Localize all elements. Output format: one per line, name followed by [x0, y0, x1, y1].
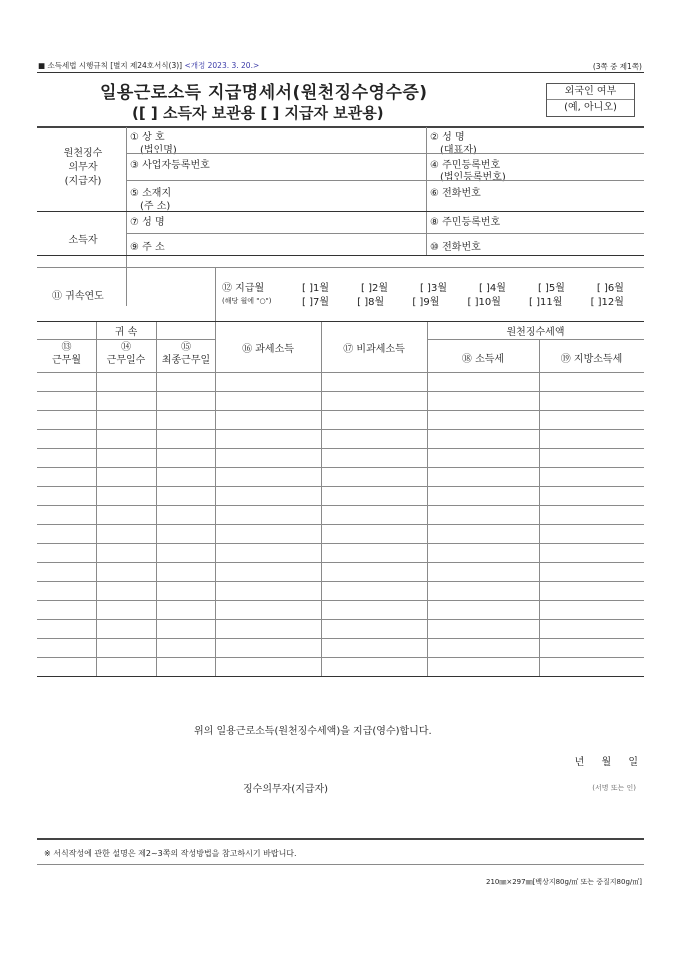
table-row[interactable]: [37, 657, 644, 658]
header-subline: [37, 339, 215, 340]
form-subtitle: ([ ] 소득자 보관용 [ ] 지급자 보관용): [132, 104, 384, 122]
col-taxable-income: ⑯ 과세소득: [242, 344, 294, 355]
field-earner-phone: ⑩ 전화번호: [430, 242, 481, 253]
table-row[interactable]: [37, 391, 644, 392]
month-checkbox[interactable]: [ ]1월: [302, 283, 330, 294]
section-divider: [37, 211, 644, 212]
withholding-agent-label: 징수의무자(지급자): [243, 784, 329, 795]
paper-spec: 210㎜×297㎜[백상지80g/㎡ 또는 중질지80g/㎡]: [485, 878, 642, 886]
row-divider: [127, 233, 644, 234]
month-checkbox[interactable]: [ ]9월: [412, 297, 440, 308]
table-row[interactable]: [37, 562, 644, 563]
field-representative-name: ② 성 명: [430, 132, 465, 143]
table-row[interactable]: [37, 638, 644, 639]
field-earner-reg-no: ⑧ 주민등록번호: [430, 217, 501, 228]
field-company-name: ① 상 호: [130, 132, 165, 143]
instruction-note: ※ 서식작성에 관한 설명은 제2~3쪽의 작성방법을 참고하시기 바랍니다.: [44, 849, 297, 858]
table-column-line: [539, 339, 540, 676]
months-row-1: [302, 279, 624, 294]
month-checkbox[interactable]: [ ]7월: [302, 297, 330, 308]
attribution-year-label: ⑪ 귀속연도: [52, 291, 104, 302]
header-subline: [427, 339, 644, 340]
col-work-days: ⑭ 근무일수: [106, 342, 146, 366]
signature-date[interactable]: 년 월 일: [574, 757, 638, 768]
field-company-name-sub: (법인명): [140, 145, 177, 156]
mid-column-divider: [426, 127, 427, 255]
month-checkbox[interactable]: [ ]8월: [357, 297, 385, 308]
col-income-tax: ⑱ 소득세: [461, 354, 505, 365]
month-checkbox[interactable]: [ ]10월: [467, 297, 501, 308]
field-representative-sub: (대표자): [440, 145, 477, 156]
foreigner-options: (예, 아니오): [564, 102, 617, 113]
table-column-line: [321, 322, 322, 676]
field-resident-reg-no: ④ 주민등록번호: [430, 160, 501, 171]
col-work-month: ⑬ 근무월: [52, 342, 81, 366]
row-divider: [127, 153, 644, 154]
col-last-work-day: ⑮ 최종근무일: [161, 342, 211, 366]
table-row[interactable]: [37, 429, 644, 430]
section-top-border: [37, 126, 644, 128]
month-checkbox[interactable]: [ ]11월: [529, 297, 563, 308]
earner-section-label: 소득자: [68, 235, 98, 246]
foreigner-label: 외국인 여부: [547, 84, 634, 100]
table-row[interactable]: [37, 581, 644, 582]
table-top-border: [37, 321, 644, 322]
table-row[interactable]: [37, 486, 644, 487]
field-phone: ⑥ 전화번호: [430, 188, 481, 199]
table-column-line: [215, 322, 216, 676]
months-row-2: [302, 293, 624, 308]
table-row[interactable]: [37, 524, 644, 525]
table-row[interactable]: [37, 410, 644, 411]
table-column-line: [156, 322, 157, 676]
table-row[interactable]: [37, 676, 644, 677]
foreigner-box: [546, 83, 635, 117]
table-row[interactable]: [37, 505, 644, 506]
table-header-bottom: [37, 372, 644, 373]
month-checkbox[interactable]: [ ]4월: [478, 283, 506, 294]
month-checkbox[interactable]: [ ]2월: [360, 283, 388, 294]
field-earner-address: ⑨ 주 소: [130, 242, 165, 253]
table-column-line: [427, 322, 428, 676]
field-address: ⑤ 소재지: [130, 188, 172, 199]
form-legal-reference: ■ 소득세법 시행규칙 [별지 제24호서식(3)] <개정 2023. 3. 20.>: [38, 61, 260, 70]
page-info: (3쪽 중 제1쪽): [592, 62, 642, 71]
section-divider: [37, 255, 644, 256]
pay-month-label: ⑫ 지급월: [222, 283, 265, 294]
table-row[interactable]: [37, 619, 644, 620]
revision-date: <개정 2023. 3. 20.>: [184, 61, 260, 70]
col-local-income-tax: ⑲ 지방소득세: [560, 354, 623, 365]
table-row[interactable]: [37, 600, 644, 601]
table-row[interactable]: [37, 543, 644, 544]
row-divider: [127, 180, 644, 181]
col-group-withholding: 원천징수세액: [506, 327, 565, 338]
pay-month-note: (해당 월에 "○"): [222, 297, 272, 305]
payer-section-label: 원천징수 의무자 (지급자): [63, 148, 103, 187]
period-divider: [215, 268, 216, 321]
col-group-attribution: 귀 속: [114, 327, 138, 338]
form-title: 일용근로소득 지급명세서(원천징수영수증): [100, 83, 428, 103]
field-corp-reg-no: (법인등록번호): [440, 172, 506, 183]
header-divider: [37, 72, 644, 73]
footer-divider: [37, 864, 644, 865]
table-column-line: [96, 322, 97, 676]
table-row[interactable]: [37, 467, 644, 468]
period-top-line: [37, 267, 644, 268]
table-row[interactable]: [37, 448, 644, 449]
field-earner-name: ⑦ 성 명: [130, 217, 165, 228]
confirmation-statement: 위의 일용근로소득(원천징수세액)을 지급(영수)합니다.: [194, 726, 432, 737]
month-checkbox[interactable]: [ ]5월: [537, 283, 565, 294]
field-business-reg-no: ③ 사업자등록번호: [130, 160, 210, 171]
footer-divider: [37, 838, 644, 840]
signature-label[interactable]: (서명 또는 인): [592, 784, 636, 792]
month-checkbox[interactable]: [ ]3월: [419, 283, 447, 294]
col-nontaxable-income: ⑰ 비과세소득: [343, 344, 405, 355]
month-checkbox[interactable]: [ ]12월: [590, 297, 624, 308]
field-address-sub: (주 소): [140, 201, 171, 212]
month-checkbox[interactable]: [ ]6월: [596, 283, 624, 294]
